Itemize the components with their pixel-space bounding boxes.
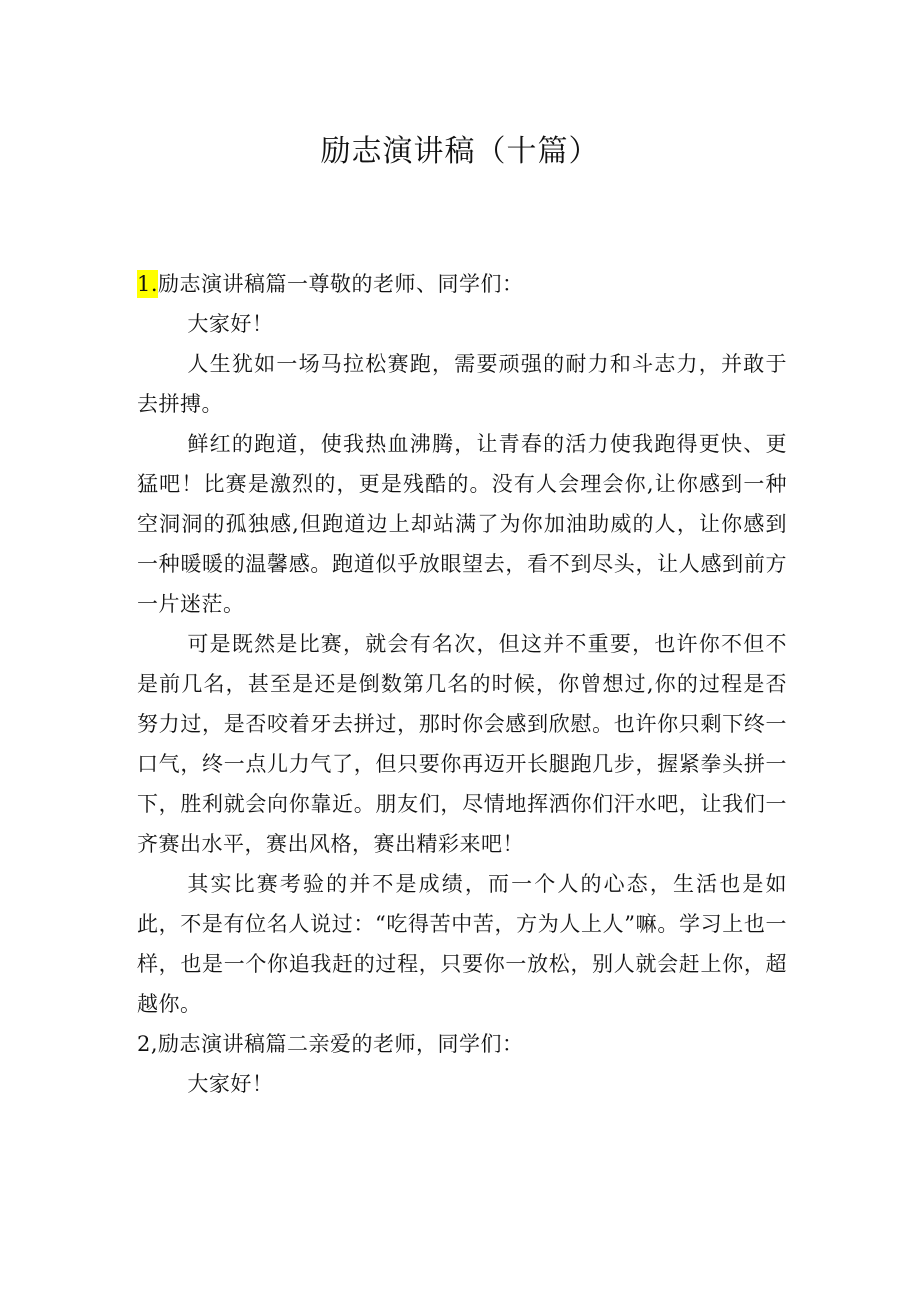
section-1-heading-text: 励志演讲稿篇一尊敬的老师、同学们： <box>158 272 524 296</box>
document-body <box>137 264 787 1104</box>
paragraph: 人生犹如一场马拉松赛跑，需要顽强的耐力和斗志力，并敢于去拼搏。 <box>137 352 787 416</box>
highlighted-section-number: 1. <box>137 272 159 296</box>
paragraph: 其实比赛考验的并不是成绩，而一个人的心态，生活也是如此，不是有位名人说过：“吃得苦中苦，方为人上人”嘛。学习上也一样，也是一个你追我赶的过程，只要你一放松，别人就会赶上你，超越你。 <box>137 872 787 1016</box>
section-2-heading: 2,励志演讲稿篇二亲爱的老师，同学们： <box>137 1032 524 1056</box>
section-1-greeting: 大家好！ <box>187 312 274 336</box>
section-1-heading <box>137 264 787 304</box>
section-2-greeting: 大家好！ <box>187 1072 274 1096</box>
document-title: 励志演讲稿（十篇） <box>320 134 600 169</box>
paragraph: 鲜红的跑道，使我热血沸腾，让青春的活力使我跑得更快、更猛吧！比赛是激烈的，更是残酷的。没有人会理会你,让你感到一种空洞洞的孤独感,但跑道边上却站满了为你加油助威的人，让你感到一种暖暖的温馨感。跑道似乎放眼望去，看不到尽头，让人感到前方一片迷茫。 <box>137 432 787 616</box>
paragraph: 可是既然是比赛，就会有名次，但这并不重要，也许你不但不是前几名，甚至是还是倒数第几名的时候，你曾想过,你的过程是否努力过，是否咬着牙去拼过，那时你会感到欣慰。也许你只剩下终一口气，终一点儿力气了，但只要你再迈开长腿跑几步，握紧拳头拼一下，胜利就会向你靠近。朋友们，尽情地挥洒你们汗水吧，让我们一齐赛出水平，赛出风格，赛出精彩来吧！ <box>137 632 787 856</box>
